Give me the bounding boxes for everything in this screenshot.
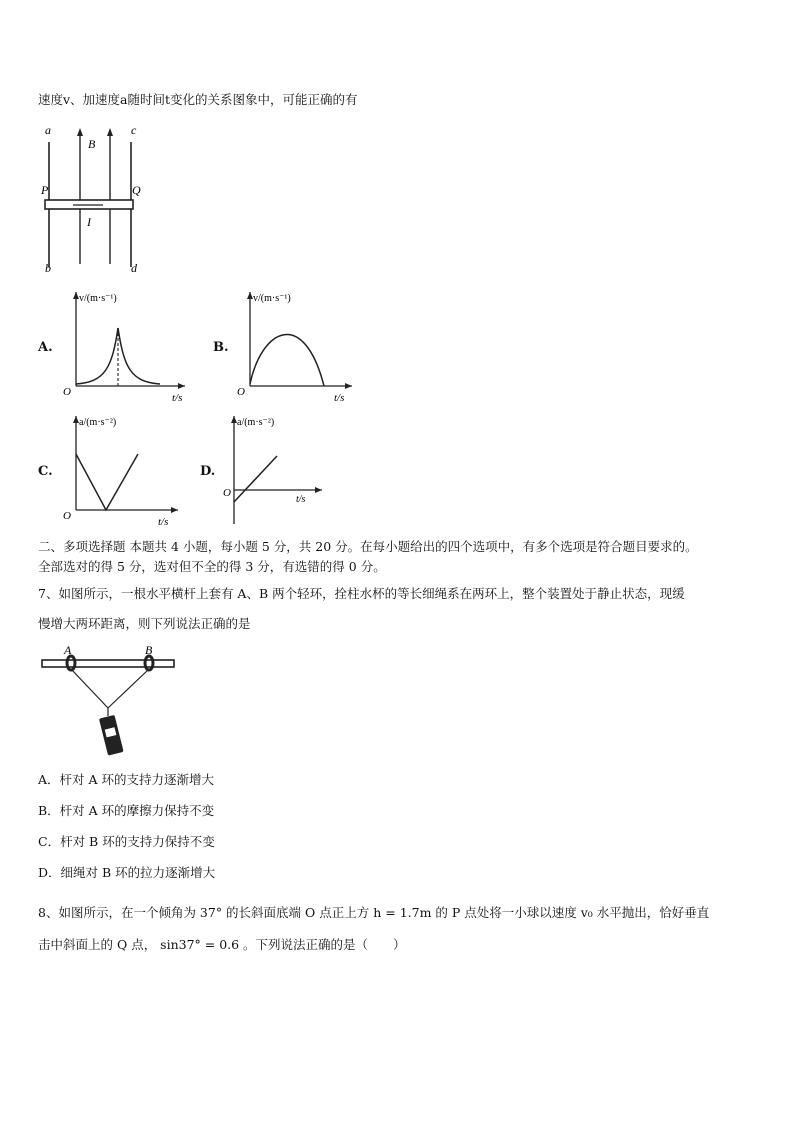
rod-label-p: P: [41, 183, 49, 197]
rod-label-q: Q: [132, 183, 141, 197]
graph-c: [60, 412, 185, 530]
option-a-label: A.: [38, 340, 53, 355]
graph-c-origin: O: [63, 510, 71, 522]
graph-a-xlabel: t/s: [172, 392, 183, 404]
q7-line2: 慢增大两环距离，则下列说法正确的是: [38, 616, 251, 631]
q8-line1: 8、如图所示，在一个倾角为 37° 的长斜面底端 O 点正上方 h = 1.7m 的 P 点处将一小球以速度 v₀ 水平抛出，恰好垂直: [38, 905, 710, 920]
graph-b-ylabel: v/(m·s⁻¹): [253, 293, 291, 304]
section2-line2: 全部选对的得 5 分，选对但不全的得 3 分，有选错的得 0 分。: [38, 559, 386, 574]
graph-b-xlabel: t/s: [334, 392, 345, 404]
rail-label-a: a: [45, 123, 51, 137]
graph-d-origin: O: [223, 487, 231, 499]
graph-b-origin: O: [237, 386, 245, 398]
graph-c-ylabel: a/(m·s⁻²): [79, 417, 117, 428]
graph-b: [234, 288, 359, 406]
section2-line1: 二、多项选择题 本题共 4 小题，每小题 5 分，共 20 分。在每小题给出的四个选项中，有多个选项是符合题目要求的。: [38, 539, 698, 554]
ring-label-a: A: [64, 643, 72, 657]
q6-stem-tail: 速度v、加速度a随时间t变化的关系图象中，可能正确的有: [38, 92, 358, 107]
graph-a-ylabel: v/(m·s⁻¹): [79, 293, 117, 304]
option-d-label: D.: [200, 464, 216, 479]
graph-d: [222, 412, 327, 530]
option-c-label: C.: [38, 464, 53, 479]
q7-option-d: D．细绳对 B 环的拉力逐渐增大: [38, 865, 216, 880]
q7-option-c: C．杆对 B 环的支持力保持不变: [38, 834, 215, 849]
ring-label-b: B: [145, 643, 153, 657]
q8-line2: 击中斜面上的 Q 点， sin37° = 0.6 。下列说法正确的是（ ）: [38, 937, 406, 952]
graph-a: [60, 288, 190, 406]
q7-option-a: A．杆对 A 环的支持力逐渐增大: [38, 772, 215, 787]
graph-c-xlabel: t/s: [158, 516, 169, 528]
current-label: I: [87, 215, 91, 229]
rail-label-d: d: [131, 261, 137, 275]
rail-label-c: c: [131, 123, 137, 137]
q7-figure: [40, 642, 180, 760]
graph-a-origin: O: [63, 386, 71, 398]
rail-label-b: b: [45, 261, 51, 275]
graph-d-ylabel: a/(m·s⁻²): [237, 417, 275, 428]
graph-d-xlabel: t/s: [296, 494, 306, 505]
q7-option-b: B．杆对 A 环的摩擦力保持不变: [38, 803, 215, 818]
rails-figure: [35, 122, 145, 277]
q7-line1: 7、如图所示，一根水平横杆上套有 A、B 两个轻环，拴柱水杯的等长细绳系在两环上，整个装置处于静止状态，现缓: [38, 586, 685, 601]
field-label: B: [88, 137, 96, 151]
option-b-label: B.: [213, 340, 229, 355]
